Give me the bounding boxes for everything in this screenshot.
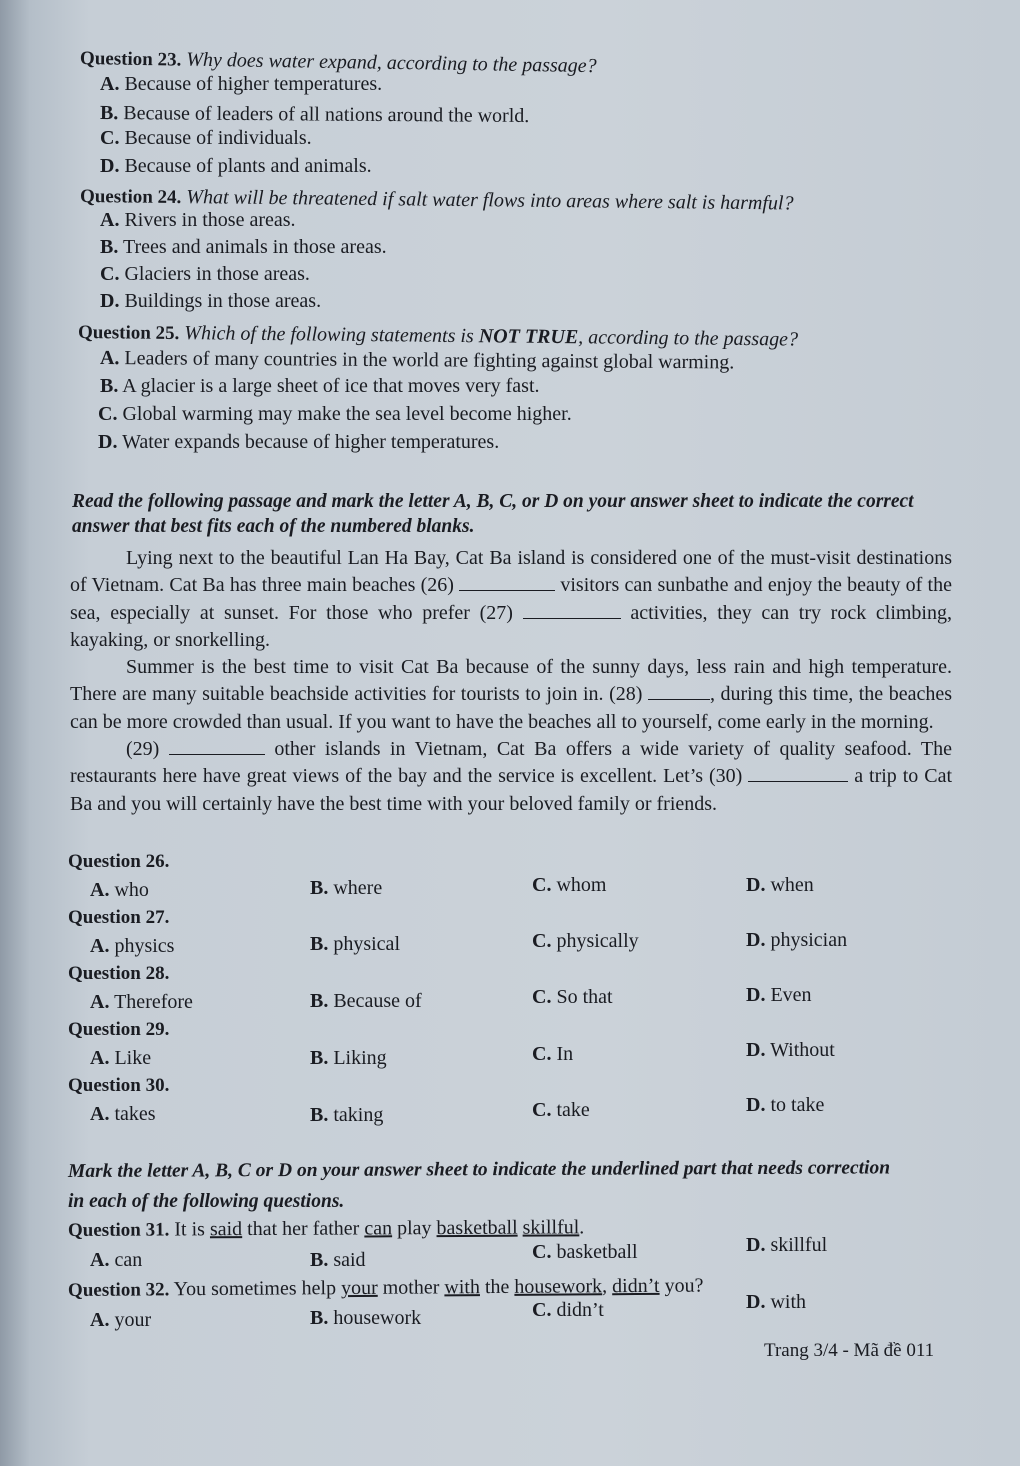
q29-option-a: A. Like xyxy=(90,1047,152,1069)
blank-30 xyxy=(748,763,848,782)
option-c: C. Global warming may make the sea level become higher. xyxy=(98,403,572,425)
q26-option-b: B. where xyxy=(310,877,383,899)
blank-28 xyxy=(648,681,710,700)
q29-option-c: C. In xyxy=(532,1043,574,1065)
option-b: B. Trees and animals in those areas. xyxy=(100,236,387,258)
q30-option-d: D. to take xyxy=(746,1094,825,1116)
q30-option-c: C. take xyxy=(532,1099,590,1121)
q26-option-d: D. when xyxy=(746,874,814,896)
option-d: D. Because of plants and animals. xyxy=(100,155,372,177)
q27-option-b: B. physical xyxy=(310,933,400,955)
option-d: D. Water expands because of higher temperatures. xyxy=(98,431,500,453)
q26-option-c: C. whom xyxy=(532,874,607,896)
blank-26 xyxy=(459,572,555,591)
option-b: B. Because of leaders of all nations around the world. xyxy=(99,102,530,127)
underlined-said: said xyxy=(209,1218,243,1241)
option-d: D. Buildings in those areas. xyxy=(100,290,322,312)
question-28-label: Question 28. xyxy=(68,963,170,984)
underlined-didnt: didn’t xyxy=(612,1274,660,1298)
passage xyxy=(70,545,952,818)
question-27-label: Question 27. xyxy=(68,907,170,928)
q31-option-c: C. basketball xyxy=(532,1241,638,1263)
q32-option-c: C. didn’t xyxy=(532,1299,604,1321)
question-26-label: Question 26. xyxy=(68,851,170,872)
question-label: Question 24. xyxy=(79,186,182,209)
q31-option-b: B. said xyxy=(310,1249,366,1271)
question-30-label: Question 30. xyxy=(68,1075,170,1096)
question-32: Question 32. You sometimes help your mother with the housework, didn’t you? xyxy=(67,1274,704,1301)
option-c: C. Glaciers in those areas. xyxy=(100,263,310,285)
question-31: Question 31. It is said that her father can play basketball skillful. xyxy=(67,1216,585,1241)
option-a: A. Because of higher temperatures. xyxy=(100,73,383,95)
q29-option-b: B. Liking xyxy=(310,1047,387,1069)
emphasis-not-true: NOT TRUE xyxy=(478,325,579,349)
option-c: C. Because of individuals. xyxy=(100,127,312,149)
q30-option-b: B. taking xyxy=(310,1104,384,1126)
option-a: A. Rivers in those areas. xyxy=(100,209,296,231)
q28-option-d: D. Even xyxy=(746,984,812,1006)
page-footer: Trang 3/4 - Mã đề 011 xyxy=(764,1340,935,1361)
blank-29 xyxy=(169,736,265,755)
instruction-cloze-cont: answer that best fits each of the numbered blanks. xyxy=(72,516,475,537)
underlined-basketball: basketball xyxy=(436,1216,518,1240)
question-text: Which of the following statements is NOT TRUE, according to the passage? xyxy=(184,322,799,351)
q28-option-a: A. Therefore xyxy=(90,991,193,1013)
q32-option-d: D. with xyxy=(746,1291,807,1313)
q27-option-c: C. physically xyxy=(532,930,639,952)
q31-option-d: D. skillful xyxy=(746,1234,828,1256)
question-label: Question 23. xyxy=(79,48,182,71)
q31-option-a: A. can xyxy=(90,1249,143,1271)
passage-paragraph-2: Summer is the best time to visit Cat Ba because of the sunny days, less rain and high temperature. There are many suitable beachside activities for tourists to join in. (28) , during this time, the beaches can be more crowded than usual. If you want to have the beaches all to yourself, come early in the morning. xyxy=(70,656,953,733)
underlined-can: can xyxy=(364,1217,393,1240)
q27-option-a: A. physics xyxy=(90,935,175,957)
question-label: Question 25. xyxy=(77,322,180,345)
q28-option-b: B. Because of xyxy=(310,990,422,1012)
option-b: B. A glacier is a large sheet of ice that moves very fast. xyxy=(100,375,540,397)
question-label: Question 31. xyxy=(67,1219,170,1241)
underlined-housework: housework xyxy=(514,1275,603,1298)
instruction-cloze: Read the following passage and mark the letter A, B, C, or D on your answer sheet to indicate the correct xyxy=(72,491,914,512)
option-a: A. Leaders of many countries in the world are fighting against global warming. xyxy=(99,347,735,374)
instruction-error-id: Mark the letter A, B, C or D on your answer sheet to indicate the underlined part that needs correction xyxy=(67,1157,891,1182)
q28-option-c: C. So that xyxy=(532,986,613,1008)
underlined-with: with xyxy=(444,1276,481,1299)
q26-option-a: A. who xyxy=(90,879,149,901)
q29-option-d: D. Without xyxy=(746,1039,835,1061)
instruction-error-id-cont: in each of the following questions. xyxy=(68,1191,345,1212)
question-text: Why does water expand, according to the passage? xyxy=(186,48,597,78)
q32-option-a: A. your xyxy=(90,1309,152,1331)
passage-paragraph-1: Lying next to the beautiful Lan Ha Bay, Cat Ba island is considered one of the must-visit destinations of Vietnam. Cat Ba has three main beaches (26) visitors can sunbathe and enjoy the beauty of the sea, especially at sunset. For those who prefer (27) activities, they can try rock climbing, kayaking, or snorkelling. xyxy=(70,547,952,651)
question-text: What will be threatened if salt water flows into areas where salt is harmful? xyxy=(186,186,794,215)
underlined-skillful: skillful xyxy=(522,1216,580,1239)
blank-27 xyxy=(523,600,621,619)
passage-paragraph-3: (29) other islands in Vietnam, Cat Ba offers a wide variety of quality seafood. The restaurants here have great views of the bay and the service is excellent. Let’s (30) a trip to Cat Ba and you will certainly have the best time with your beloved family or friends. xyxy=(70,738,953,815)
question-label: Question 32. xyxy=(67,1279,170,1301)
underlined-your: your xyxy=(340,1276,378,1300)
q32-option-b: B. housework xyxy=(310,1307,422,1329)
question-29-label: Question 29. xyxy=(68,1019,170,1040)
q27-option-d: D. physician xyxy=(746,929,848,951)
q30-option-a: A. takes xyxy=(90,1103,156,1125)
